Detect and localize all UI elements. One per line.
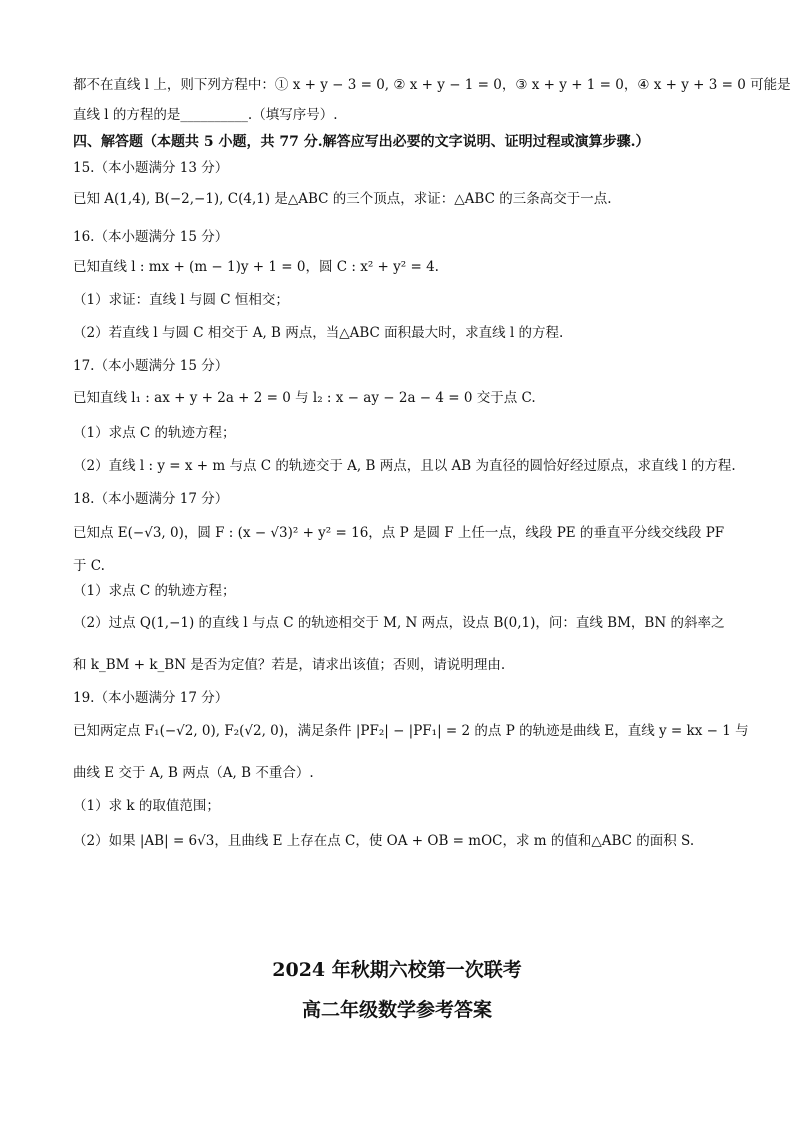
text-line: （2）直线 l : y = x + m 与点 C 的轨迹交于 A, B 两点，且以 AB 为直径的圆恰好经过原点，求直线 l 的方程. — [73, 458, 736, 474]
question-header: 18.（本小题满分 17 分） — [73, 491, 229, 507]
question-header: 16.（本小题满分 15 分） — [73, 229, 229, 245]
answer-key-subtitle: 高二年级数学参考答案 — [301, 999, 492, 1021]
text-line: 曲线 E 交于 A, B 两点（A, B 不重合）. — [73, 765, 314, 781]
text-line: （1）求 k 的取值范围； — [73, 798, 220, 814]
text-line: （2）若直线 l 与圆 C 相交于 A, B 两点，当△ABC 面积最大时，求直线 l 的方程. — [73, 325, 564, 341]
text-line: （2）如果 |AB| = 6√3，且曲线 E 上存在点 C，使 OA + OB = mOC，求 m 的值和△ABC 的面积 S. — [73, 833, 695, 849]
text-line: （2）过点 Q(1,−1) 的直线 l 与点 C 的轨迹相交于 M, N 两点，设点 B(0,1)，问：直线 BM，BN 的斜率之 — [73, 615, 725, 631]
text-line: （1）求证：直线 l 与圆 C 恒相交； — [73, 292, 289, 308]
question-header: 19.（本小题满分 17 分） — [73, 690, 229, 706]
text-line: 于 C. — [73, 558, 105, 574]
text-line: 已知两定点 F₁(−√2, 0), F₂(√2, 0)，满足条件 |PF₂| − |PF₁| = 2 的点 P 的轨迹是曲线 E，直线 y = kx − 1 与 — [73, 723, 749, 739]
text-line: （1）求点 C 的轨迹方程； — [73, 425, 236, 441]
text-line: 和 k_BM + k_BN 是否为定值？若是，请求出该值；否则，请说明理由. — [73, 657, 506, 673]
text-line: 已知点 E(−√3, 0)，圆 F : (x − √3)² + y² = 16，点 P 是圆 F 上任一点，线段 PE 的垂直平分线交线段 PF — [73, 525, 725, 541]
text-line: 已知直线 l₁ : ax + y + 2a + 2 = 0 与 l₂ : x − ay − 2a − 4 = 0 交于点 C. — [73, 390, 536, 406]
text-line: 已知直线 l : mx + (m − 1)y + 1 = 0，圆 C : x² + y² = 4. — [73, 259, 439, 275]
text-line: 都不在直线 l 上，则下列方程中：① x + y − 3 = 0, ② x + y − 1 = 0，③ x + y + 1 = 0，④ x + y + 3 = 0 可能是 — [73, 77, 791, 93]
text-line: 直线 l 的方程的是__________.（填写序号）. — [73, 107, 338, 123]
text-line: （1）求点 C 的轨迹方程； — [73, 583, 236, 599]
text-line: 已知 A(1,4), B(−2,−1), C(4,1) 是△ABC 的三个顶点，求证：△ABC 的三条高交于一点. — [73, 191, 612, 207]
section-heading: 四、解答题（本题共 5 小题，共 77 分.解答应写出必要的文字说明、证明过程或演算步骤.） — [73, 134, 650, 150]
answer-key-title: 2024 年秋期六校第一次联考 — [272, 959, 522, 981]
question-header: 15.（本小题满分 13 分） — [73, 160, 229, 176]
question-header: 17.（本小题满分 15 分） — [73, 358, 229, 374]
